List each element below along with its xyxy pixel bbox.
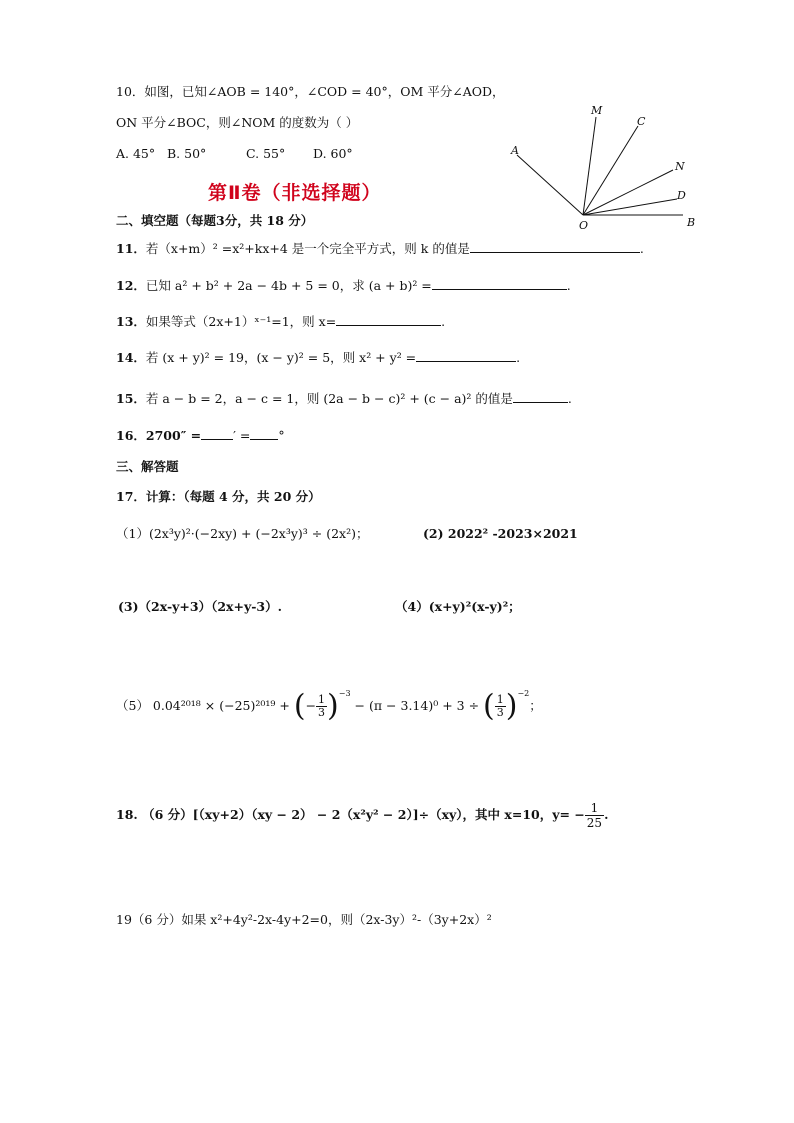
q19: 19（6 分）如果 x²+4y²-2x-4y+2=0，则（2x-3y）²-（3y+2x）² (116, 912, 492, 927)
section-2-title: 第Ⅱ卷（非选择题） (208, 182, 382, 204)
q16: 16．2700″ = ′ = ° (116, 428, 285, 443)
label-a: A (511, 144, 519, 157)
q17-part4: （4）(x+y)²(x-y)²； (395, 599, 521, 614)
label-o: O (579, 219, 589, 232)
q11-answer-blank[interactable] (470, 240, 640, 253)
q14: 14．若 (x + y)² = 19，(x − y)² = 5，则 x² + y² = . (116, 350, 521, 365)
label-d: D (677, 189, 686, 202)
q16-degrees-blank[interactable] (250, 427, 278, 440)
q18-fraction: $\frac{1}{25}$ (586, 801, 603, 830)
label-c: C (637, 115, 646, 128)
q16-minutes-blank[interactable] (201, 427, 233, 440)
ray-oa (517, 155, 583, 215)
q15-answer-blank[interactable] (513, 390, 568, 403)
ray-od (583, 199, 677, 215)
q12: 12．已知 a² + b² + 2a − 4b + 5 = 0，求 (a + b)² = . (116, 278, 571, 293)
q10-line2: ON 平分∠BOC，则∠NOM 的度数为（ ） (116, 115, 359, 130)
q17-heading: 17．计算：（每题 4 分，共 20 分） (116, 489, 321, 504)
label-b: B (687, 216, 696, 229)
q14-answer-blank[interactable] (416, 349, 516, 362)
q12-answer-blank[interactable] (432, 277, 567, 290)
ray-om (583, 117, 596, 215)
q10-option-c: C. 55° (246, 146, 286, 161)
label-m: M (591, 104, 603, 117)
q17-p5-fraction-2: $\frac{1}{3}$ (496, 693, 504, 719)
q10-option-b: B. 50° (167, 146, 207, 161)
q18: 18. （6 分）[（xy+2）（xy − 2） − 2（x²y² − 2）]÷（xy），其中 x=10，y= − $\frac{1}{25}$ . (116, 801, 609, 830)
q10-line1: 10．如图，已知∠AOB = 140°，∠COD = 40°，OM 平分∠AOD， (116, 84, 505, 99)
q11: 11．若（x+m）² =x²+kx+4 是一个完全平方式，则 k 的值是 . (116, 241, 644, 256)
q17-part5: （5） 0.04²⁰¹⁸ × (−25)²⁰¹⁹ + (− $\frac{1}{3}$ )$^{-3}$ − (π − 3.14)⁰ + 3 ÷ ( $\frac{1}{3}$ )$^{-2}$； (116, 688, 542, 724)
q13: 13．如果等式（2x+1）ˣ⁻¹=1，则 x= . (116, 314, 446, 329)
q17-part1: （1）(2x³y)²·(−2xy) + (−2x³y)³ ÷ (2x²)； (116, 526, 369, 541)
q15: 15．若 a − b = 2，a − c = 1，则 (2a − b − c)² + (c − a)² 的值是 . (116, 391, 572, 406)
q10-option-a: A. 45° (116, 146, 156, 161)
q10-option-d: D. 60° (313, 146, 353, 161)
label-n: N (675, 160, 685, 173)
angle-figure (505, 100, 705, 235)
fill-in-section-heading: 二、填空题（每题3分，共 18 分） (116, 213, 314, 228)
q17-p5-fraction-1: $\frac{1}{3}$ (318, 693, 326, 719)
q17-part2: (2) 2022² -2023×2021 (423, 526, 578, 541)
q17-part3: (3)（2x-y+3）（2x+y-3）. (118, 599, 282, 614)
q13-answer-blank[interactable] (336, 313, 441, 326)
answer-section-heading: 三、解答题 (116, 459, 179, 474)
